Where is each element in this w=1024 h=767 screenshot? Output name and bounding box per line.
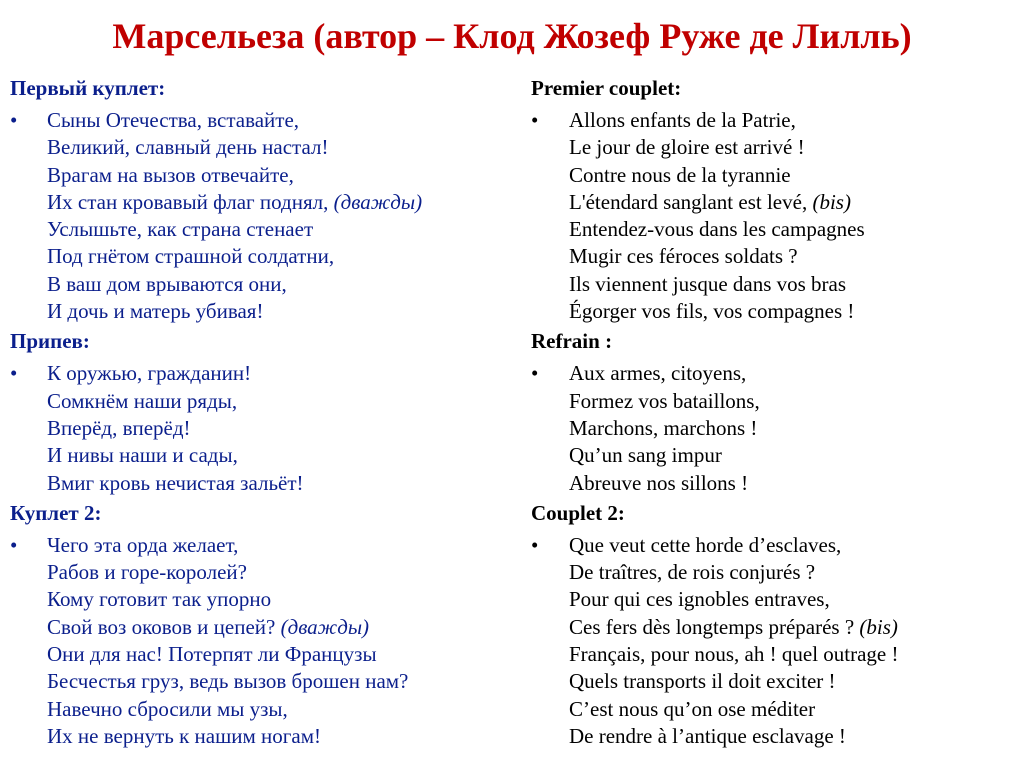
repeat-note: (bis) <box>859 614 898 639</box>
verse-line: И дочь и матерь убивая! <box>47 299 264 324</box>
verse-line-text: L'étendard sanglant est levé, <box>569 189 808 214</box>
verse-line: Чего эта орда желает, <box>47 532 239 557</box>
verse-line: De traîtres, de rois conjurés ? <box>569 560 816 585</box>
verse-line: Вперёд, вперёд! <box>47 415 191 440</box>
french-refrain <box>531 360 1011 496</box>
verse-line: Под гнётом страшной солдатни, <box>47 244 335 269</box>
verse-line <box>10 614 500 641</box>
repeat-note: (bis) <box>812 189 851 214</box>
verse-line: Кому готовит так упорно <box>47 587 272 612</box>
verse-line: Они для нас! Потерпят ли Французы <box>47 642 377 667</box>
verse-line-text: Свой воз оковов и цепей? <box>47 614 276 639</box>
verse-line: Contre nous de la tyrannie <box>569 162 791 187</box>
verse-line <box>10 189 500 216</box>
russian-verse1-heading: Первый куплет: <box>10 76 166 100</box>
bullet-icon: • <box>10 108 18 132</box>
repeat-note: (дважды) <box>280 614 370 639</box>
verse-line: Français, pour nous, ah ! quel outrage ! <box>569 642 899 667</box>
verse-line: Allons enfants de la Patrie, <box>569 108 796 132</box>
russian-verse2-heading: Куплет 2: <box>10 500 102 525</box>
bullet-icon: • <box>531 108 539 132</box>
bullet-icon: • <box>531 532 539 557</box>
verse-line: К оружью, гражданин! <box>47 361 252 386</box>
verse-line: Врагам на вызов отвечайте, <box>47 162 294 187</box>
french-verse2 <box>531 532 1011 750</box>
french-verse2-heading: Couplet 2: <box>531 500 625 525</box>
verse-line: De rendre à l’antique esclavage ! <box>569 723 846 748</box>
verse-line <box>531 189 1011 216</box>
verse-line: C’est nous qu’on ose méditer <box>569 696 816 721</box>
russian-refrain-heading: Припев: <box>10 329 90 354</box>
verse-line: Вмиг кровь нечистая зальёт! <box>47 470 304 495</box>
verse-line: Égorger vos fils, vos compagnes ! <box>569 299 855 324</box>
french-verse1-heading: Premier couplet: <box>531 76 682 100</box>
russian-verse2 <box>10 532 500 750</box>
verse-line: Formez vos bataillons, <box>569 388 760 413</box>
verse-line: Сыны Отечества, вставайте, <box>47 108 300 132</box>
french-column <box>531 75 1011 750</box>
verse-line: И нивы наши и сады, <box>47 443 238 468</box>
page-title: Марсельеза (автор – Клод Жозеф Руже де Лилль) <box>112 16 912 56</box>
french-verse1 <box>531 107 1011 325</box>
bullet-icon: • <box>10 532 18 557</box>
verse-line: Услышьте, как страна стенает <box>47 217 314 242</box>
verse-line: Marchons, marchons ! <box>569 415 758 440</box>
repeat-note: (дважды) <box>333 189 423 214</box>
verse-line: Рабов и горе-королей? <box>47 560 247 585</box>
verse-line: Que veut cette horde d’esclaves, <box>569 532 842 557</box>
verse-line: Ils viennent jusque dans vos bras <box>569 271 847 296</box>
verse-line: Qu’un sang impur <box>569 443 722 468</box>
verse-line-text: Ces fers dès longtemps préparés ? <box>569 614 855 639</box>
russian-column <box>10 75 500 750</box>
bullet-icon: • <box>531 361 539 386</box>
verse-line: Le jour de gloire est arrivé ! <box>569 135 805 160</box>
verse-line: Quels transports il doit exciter ! <box>569 669 836 694</box>
verse-line: Aux armes, citoyens, <box>569 361 747 386</box>
verse-line: Abreuve nos sillons ! <box>569 470 749 495</box>
verse-line: Pour qui ces ignobles entraves, <box>569 587 830 612</box>
verse-line: Сомкнём наши ряды, <box>47 388 238 413</box>
verse-line: Mugir ces féroces soldats ? <box>569 244 798 269</box>
verse-line: Великий, славный день настал! <box>47 135 329 160</box>
bullet-icon: • <box>10 361 18 386</box>
french-refrain-heading: Refrain : <box>531 329 613 354</box>
russian-refrain <box>10 360 500 496</box>
verse-line-text: Их стан кровавый флаг поднял, <box>47 189 329 214</box>
verse-line: В ваш дом врываются они, <box>47 271 287 296</box>
verse-line: Навечно сбросили мы узы, <box>47 696 288 721</box>
verse-line: Entendez-vous dans les campagnes <box>569 217 865 242</box>
verse-line: Бесчестья груз, ведь вызов брошен нам? <box>47 669 409 694</box>
verse-line <box>531 614 1011 641</box>
verse-line: Их не вернуть к нашим ногам! <box>47 723 321 748</box>
russian-verse1 <box>10 107 500 325</box>
